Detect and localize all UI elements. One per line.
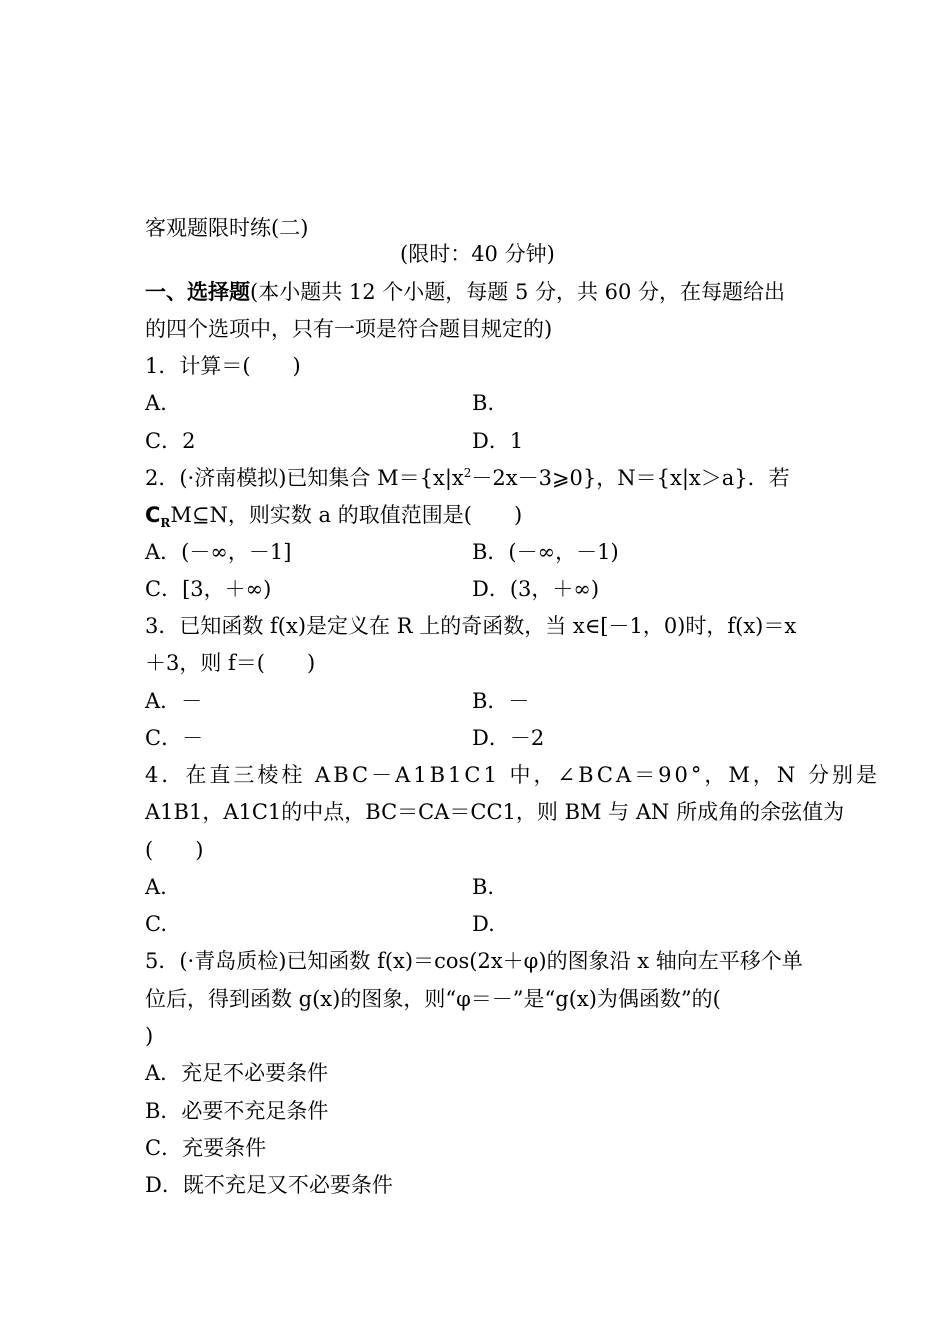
q2-option-a: A．(－∞，－1] — [145, 540, 292, 564]
q3-option-b: B．－ — [472, 689, 530, 713]
q1-option-b: B. — [472, 391, 495, 415]
q3-option-d: D．－2 — [472, 726, 545, 750]
section-description-2: 的四个选项中，只有一项是符合题目规定的) — [145, 317, 553, 341]
q4-option-b: B. — [472, 875, 495, 899]
q5-stem-line3: ) — [145, 1024, 154, 1048]
time-limit: (限时：40 分钟) — [400, 242, 555, 266]
q5-option-a: A．充足不必要条件 — [145, 1061, 329, 1085]
q4-option-c: C. — [145, 912, 167, 936]
q3-option-a: A．－ — [145, 689, 203, 713]
q1-stem: 1．计算＝( ) — [145, 354, 301, 378]
q3-stem-line1: 3．已知函数 f(x)是定义在 R 上的奇函数，当 x∈[－1，0)时，f(x)＝x — [145, 614, 797, 638]
q5-option-b: B．必要不充足条件 — [145, 1099, 329, 1123]
q4-stem-line3: ( ) — [145, 838, 204, 862]
q5-stem-line2: 位后，得到函数 g(x)的图象，则“φ＝－”是“g(x)为偶函数”的( — [145, 987, 721, 1011]
q4-stem-line1: 4．在直三棱柱 ABC－A1B1C1 中，∠BCA＝90°，M，N 分别是 — [145, 763, 880, 787]
q2-set-m: M＝{x|x — [377, 466, 464, 490]
q2-option-b: B．(－∞，－1) — [472, 540, 619, 564]
q3-stem-line2: ＋3，则 f＝( ) — [145, 651, 316, 675]
document-title: 客观题限时练(二) — [145, 216, 309, 240]
section-heading-line1 — [145, 279, 785, 305]
q4-option-a: A. — [145, 875, 167, 899]
q2-stem-line2 — [145, 502, 523, 531]
q5-option-c: C．充要条件 — [145, 1136, 267, 1160]
q4-stem-line2: A1B1，A1C1的中点，BC＝CA＝CC1，则 BM 与 AN 所成角的余弦值为 — [145, 800, 845, 824]
complement-subscript: R — [160, 516, 171, 531]
section-description-1: (本小题共 12 个小题，每题 5 分，共 60 分，在每题给出 — [250, 280, 786, 304]
q2-option-d: D．(3，＋∞) — [472, 577, 600, 601]
q5-stem-line1: 5．(·青岛质检)已知函数 f(x)＝cos(2x＋φ)的图象沿 x 轴向左平移个单 — [145, 949, 803, 973]
section-heading: 一、选择题 — [145, 279, 250, 304]
q2-option-c: C．[3，＋∞) — [145, 577, 272, 601]
q2-stem-line1 — [145, 465, 790, 491]
q3-option-c: C．－ — [145, 726, 204, 750]
complement-symbol: C — [145, 503, 161, 527]
q5-option-d: D．既不充足又不必要条件 — [145, 1173, 393, 1197]
q2-prefix: 2．(·济南模拟)已知集合 — [145, 466, 378, 490]
q1-option-a: A. — [145, 391, 167, 415]
q4-option-d: D. — [472, 912, 495, 936]
q1-option-c: C．2 — [145, 429, 196, 453]
q2-line2-text: M⊆N，则实数 a 的取值范围是( ) — [170, 503, 523, 527]
q2-exponent: 2 — [463, 466, 472, 480]
q2-set-m-rest: －2x－3⩾0}，N＝{x|x＞a}．若 — [471, 466, 790, 490]
q1-option-d: D．1 — [472, 429, 524, 453]
